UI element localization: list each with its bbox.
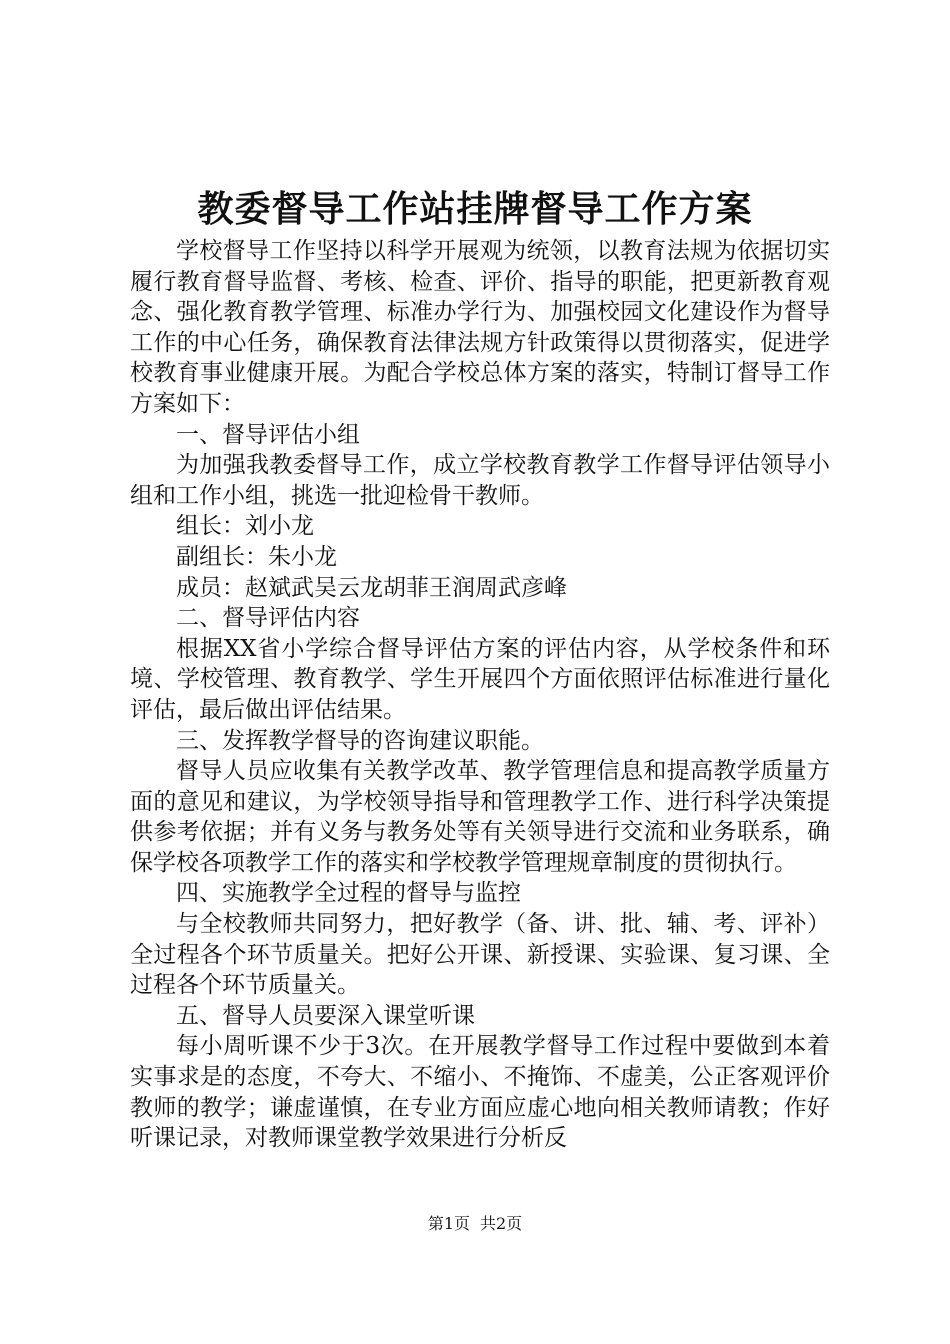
paragraph: 根据XX省小学综合督导评估方案的评估内容，从学校条件和环境、学校管理、教育教学、学生开展四个方面依照评估标准进行量化评估，最后做出评估结果。 bbox=[130, 635, 830, 723]
page-total: 共2页 bbox=[480, 1214, 523, 1233]
section-heading-2: 二、督导评估内容 bbox=[176, 605, 360, 632]
section-heading-1: 一、督导评估小组 bbox=[176, 421, 360, 448]
document-body bbox=[130, 236, 830, 1154]
paragraph: 每小周听课不少于3次。在开展教学督导工作过程中要做到本着实事求是的态度，不夸大、不缩小、不掩饰、不虚美，公正客观评价教师的教学；谦虚谨慎，在专业方面应虚心地向相关教师请教；作好听课记录，对教师课堂教学效果进行分析反 bbox=[130, 1033, 830, 1152]
leader-line: 组长：刘小龙 bbox=[176, 513, 314, 540]
page-number: 第1页 bbox=[427, 1214, 470, 1233]
paragraph: 为加强我教委督导工作，成立学校教育教学工作督导评估领导小组和工作小组，挑选一批迎检骨干教师。 bbox=[130, 452, 830, 509]
deputy-leader-line: 副组长：朱小龙 bbox=[176, 543, 337, 570]
section-heading-5: 五、督导人员要深入课堂听课 bbox=[176, 1002, 475, 1029]
document-title: 教委督导工作站挂牌督导工作方案 bbox=[197, 188, 753, 230]
section-heading-3: 三、发挥教学督导的咨询建议职能。 bbox=[176, 727, 544, 754]
page-footer bbox=[0, 1214, 950, 1234]
members-line: 成员：赵斌武吴云龙胡菲王润周武彦峰 bbox=[176, 574, 567, 601]
section-heading-4: 四、实施教学全过程的督导与监控 bbox=[176, 880, 521, 907]
paragraph: 与全校教师共同努力，把好教学（备、讲、批、辅、考、评补）全过程各个环节质量关。把好公开课、新授课、实验课、复习课、全过程各个环节质量关。 bbox=[130, 911, 830, 999]
paragraph: 督导人员应收集有关教学改革、教学管理信息和提高教学质量方面的意见和建议，为学校领导指导和管理教学工作、进行科学决策提供参考依据；并有义务与教务处等有关领导进行交流和业务联系，确保学校各项教学工作的落实和学校教学管理规章制度的贯彻执行。 bbox=[130, 758, 830, 876]
paragraph-intro: 学校督导工作坚持以科学开展观为统领，以教育法规为依据切实履行教育督导监督、考核、检查、评价、指导的职能，把更新教育观念、强化教育教学管理、标准办学行为、加强校园文化建设作为督导工作的中心任务，确保教育法律法规方针政策得以贯彻落实，促进学校教育事业健康开展。为配合学校总体方案的落实，特制订督导工作方案如下： bbox=[130, 238, 830, 417]
